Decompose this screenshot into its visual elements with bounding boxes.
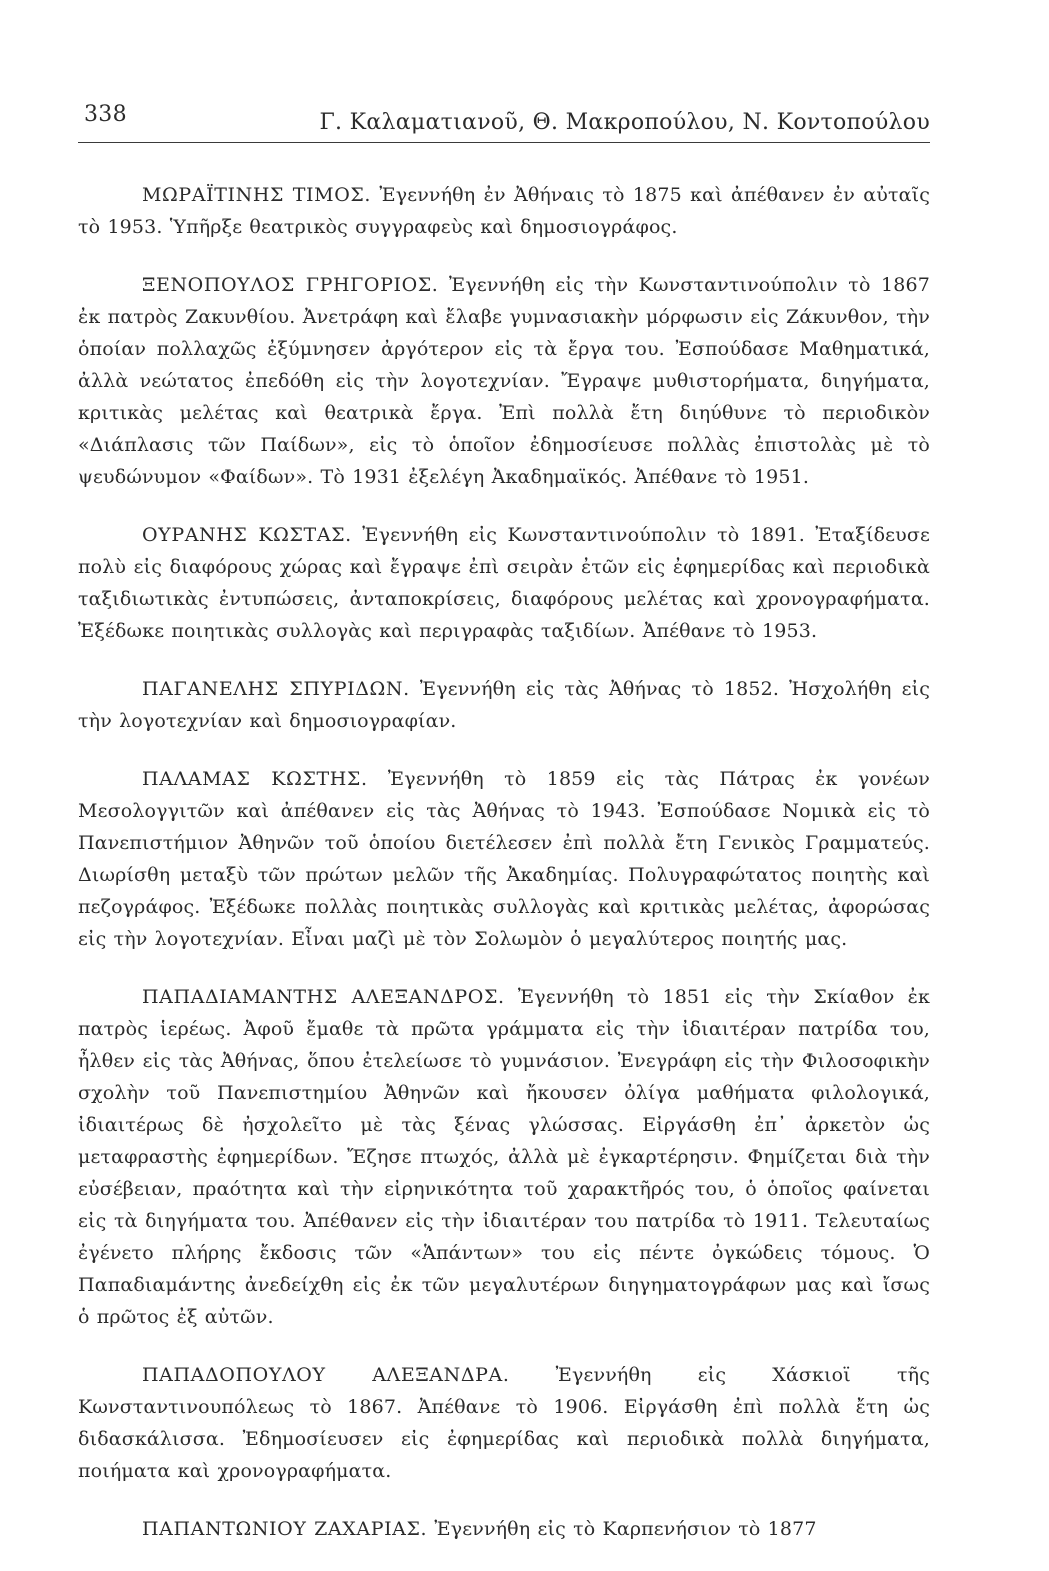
entry-text: Ἐγεννήθη τὸ 1851 εἰς τὴν Σκίαθον ἐκ πατρὸς ἱερέως. Ἀφοῦ ἔμαθε τὰ πρῶτα γράμματα εἰς τὴν ἰδιαιτέραν πατρίδα του, ἦλθεν εἰς τὰς Ἀθήνας, ὅπου ἐτελείωσε τὸ γυμνάσιον. Ἐνεγράφη εἰς τὴν Φιλοσοφικὴν σχολὴν τοῦ Πανεπιστημίου Ἀθηνῶν καὶ ἤκουσεν ὀλίγα μαθήματα φιλολογικά, ἰδιαιτέρως δὲ ἠσχολεῖτο μὲ τὰς ξένας γλώσσας. Εἰργάσθη ἐπ᾽ ἀρκετὸν ὡς μεταφραστὴς ἐφημερίδων. Ἔζησε πτωχός, ἀλλὰ μὲ ἐγκαρτέρησιν. Φημίζεται διὰ τὴν εὐσέβειαν, πραότητα καὶ τὴν εἰρηνικότητα τοῦ χαρακτῆρός του, ὁ ὁποῖος φαίνεται εἰς τὰ διηγήματα του. Ἀπέθανεν εἰς τὴν ἰδιαιτέραν του πατρίδα τὸ 1911. Τελευταίως ἐγένετο πλήρης ἔκδοσις τῶν «Ἁπάντων» του εἰς πέντε ὀγκώδεις τόμους. Ὁ Παπαδιαμάντης ἀνεδείχθη εἰς ἐκ τῶν μεγαλυτέρων διηγηματογράφων μας καὶ ἴσως ὁ πρῶτος ἐξ αὐτῶν. <box>78 986 930 1328</box>
entry-palamas <box>78 763 930 955</box>
entry-text: Ἐγεννήθη εἰς Χάσκιοϊ τῆς Κωνσταντινουπόλεως τὸ 1867. Ἀπέθανε τὸ 1906. Εἰργάσθη ἐπὶ πολλὰ ἔτη ὡς διδασκάλισσα. Ἐδημοσίευσεν εἰς ἐφημερίδας καὶ περιοδικὰ πολλὰ διηγήματα, ποιήματα καὶ χρονογραφήματα. <box>78 1364 930 1482</box>
entry-text: Ἐγεννήθη ἐν Ἀθήναις τὸ 1875 καὶ ἀπέθανεν ἐν αὐταῖς τὸ 1953. Ὑπῆρξε θεατρικὸς συγγραφεὺς καὶ δημοσιογράφος. <box>78 184 930 238</box>
entry-papadopoulou <box>78 1359 930 1487</box>
entry-text: Ἐγεννήθη εἰς τὴν Κωνσταντινούπολιν τὸ 1867 ἐκ πατρὸς Ζακυνθίου. Ἀνετράφη καὶ ἔλαβε γυμνασιακὴν μόρφωσιν εἰς Ζάκυνθον, τὴν ὁποίαν πολλαχῶς ἐξύμνησεν ἀργότερον εἰς τὰ ἔργα του. Ἐσπούδασε Μαθηματικά, ἀλλὰ νεώτατος ἐπεδόθη εἰς τὴν λογοτεχνίαν. Ἔγραψε μυθιστορήματα, διηγήματα, κριτικὰς μελέτας καὶ θεατρικὰ ἔργα. Ἐπὶ πολλὰ ἔτη διηύθυνε τὸ περιοδικὸν «Διάπλασις τῶν Παίδων», εἰς τὸ ὁποῖον ἐδημοσίευσε πολλὰς ἐπιστολὰς μὲ τὸ ψευδώνυμον «Φαίδων». Τὸ 1931 ἐξελέγη Ἀκαδημαϊκός. Ἀπέθανε τὸ 1951. <box>78 274 930 488</box>
entry-name: ΜΩΡΑΪΤΙΝΗΣ ΤΙΜΟΣ. <box>142 184 372 206</box>
entry-paganelis <box>78 673 930 737</box>
entry-name: ΠΑΛΑΜΑΣ ΚΩΣΤΗΣ. <box>142 768 368 790</box>
entry-xenopoulos <box>78 269 930 493</box>
entry-name: ΠΑΓΑΝΕΛΗΣ ΣΠΥΡΙΔΩΝ. <box>142 678 410 700</box>
entry-name: ΞΕΝΟΠΟΥΛΟΣ ΓΡΗΓΟΡΙΟΣ. <box>142 274 439 296</box>
page-number: 338 <box>84 102 127 127</box>
entry-moraitinis <box>78 179 930 243</box>
entry-text: Ἐγεννήθη εἰς Κωνσταντινούπολιν τὸ 1891. Ἐταξίδευσε πολὺ εἰς διαφόρους χώρας καὶ ἔγραψε ἐπὶ σειρὰν ἐτῶν εἰς ἐφημερίδας καὶ περιοδικὰ ταξιδιωτικὰς ἐντυπώσεις, ἀνταποκρίσεις, διαφόρους μελέτας καὶ χρονογραφήματα. Ἐξέδωκε ποιητικὰς συλλογὰς καὶ περιγραφὰς ταξιδίων. Ἀπέθανε τὸ 1953. <box>78 524 930 642</box>
entry-ouranis <box>78 519 930 647</box>
entry-text: Ἐγεννήθη τὸ 1859 εἰς τὰς Πάτρας ἐκ γονέων Μεσολογγιτῶν καὶ ἀπέθανεν εἰς τὰς Ἀθήνας τὸ 1943. Ἐσπούδασε Νομικὰ εἰς τὸ Πανεπιστήμιον Ἀθηνῶν τοῦ ὁποίου διετέλεσεν ἐπὶ πολλὰ ἔτη Γενικὸς Γραμματεύς. Διωρίσθη μεταξὺ τῶν πρώτων μελῶν τῆς Ἀκαδημίας. Πολυγραφώτατος ποιητὴς καὶ πεζογράφος. Ἐξέδωκε πολλὰς ποιητικὰς συλλογὰς καὶ κριτικὰς μελέτας, ἀφορώσας εἰς τὴν λογοτεχνίαν. Εἶναι μαζὶ μὲ τὸν Σολωμὸν ὁ μεγαλύτερος ποιητής μας. <box>78 768 930 950</box>
running-head: Γ. Καλαματιανοῦ, Θ. Μακροπούλου, Ν. Κοντοπούλου <box>319 110 930 135</box>
entry-text: Ἐγεννήθη εἰς τὸ Καρπενήσιον τὸ 1877 <box>434 1518 817 1540</box>
entry-name: ΠΑΠΑΔΙΑΜΑΝΤΗΣ ΑΛΕΞΑΝΔΡΟΣ. <box>142 986 505 1008</box>
entry-name: ΠΑΠΑΝΤΩΝΙΟΥ ΖΑΧΑΡΙΑΣ. <box>142 1518 428 1540</box>
page-header <box>78 96 930 143</box>
entry-papantoniou <box>78 1513 930 1545</box>
biography-entries <box>78 179 930 1545</box>
entry-papadiamantis <box>78 981 930 1333</box>
book-page <box>78 96 930 1571</box>
entry-name: ΠΑΠΑΔΟΠΟΥΛΟΥ ΑΛΕΞΑΝΔΡΑ. <box>142 1364 510 1386</box>
entry-name: ΟΥΡΑΝΗΣ ΚΩΣΤΑΣ. <box>142 524 352 546</box>
entry-text: Ἐγεννήθη εἰς τὰς Ἀθήνας τὸ 1852. Ἠσχολήθη εἰς τὴν λογοτεχνίαν καὶ δημοσιογραφίαν. <box>78 678 930 732</box>
